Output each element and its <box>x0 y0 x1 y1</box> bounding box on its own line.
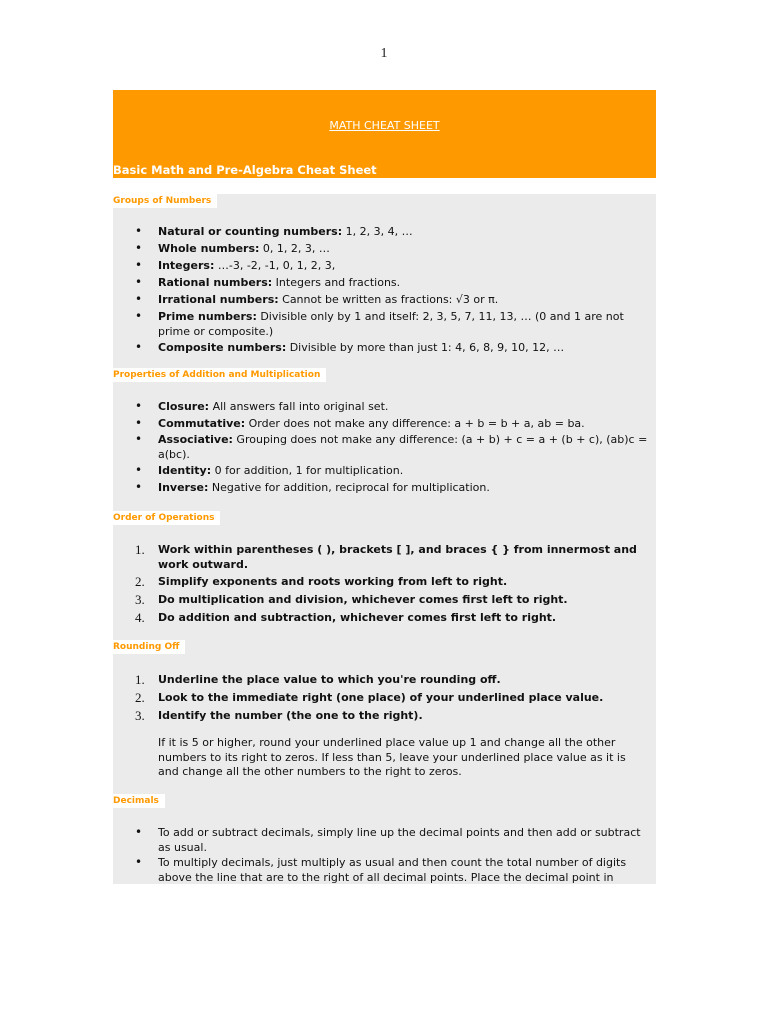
section-title-properties: Properties of Addition and Multiplication <box>113 368 326 382</box>
list-item: • Rational numbers: Integers and fractions. <box>113 275 656 290</box>
list-item: • To multiply decimals, just multiply as usual and then count the total number of digits above the line that are to the right of all decimal points. Place the decimal point in <box>113 855 656 885</box>
properties-list <box>113 399 656 495</box>
groups-list <box>113 224 656 355</box>
list-item: • Natural or counting numbers: 1, 2, 3, 4, … <box>113 224 656 239</box>
list-item: 1. Work within parentheses ( ), brackets [ ], and braces { } from innermost and work outward. <box>135 542 637 571</box>
list-item: • Irrational numbers: Cannot be written as fractions: √3 or π. <box>113 292 656 307</box>
list-item: • Composite numbers: Divisible by more than just 1: 4, 6, 8, 9, 10, 12, … <box>113 340 656 355</box>
list-item: 3. Identify the number (the one to the right). <box>135 708 423 723</box>
content-panel <box>113 194 656 884</box>
list-item: 2. Look to the immediate right (one place) of your underlined place value. <box>135 690 604 705</box>
page-number: 1 <box>380 46 388 61</box>
rounding-list <box>113 672 656 723</box>
list-item: • Whole numbers: 0, 1, 2, 3, … <box>113 241 656 256</box>
page-title: MATH CHEAT SHEET <box>329 119 440 132</box>
list-item: 4. Do addition and subtraction, whichever comes first left to right. <box>135 610 557 625</box>
decimals-list <box>113 825 656 885</box>
list-item: • Inverse: Negative for addition, reciprocal for multiplication. <box>113 480 656 495</box>
list-item: • To add or subtract decimals, simply line up the decimal points and then add or subtract as usual. <box>113 825 656 855</box>
list-item: 1. Underline the place value to which you're rounding off. <box>135 672 501 687</box>
order-list <box>113 542 656 625</box>
list-item: 3. Do multiplication and division, whichever comes first left to right. <box>135 592 568 607</box>
section-title-order: Order of Operations <box>113 511 220 525</box>
page-subtitle: Basic Math and Pre-Algebra Cheat Sheet <box>113 163 377 177</box>
section-title-rounding: Rounding Off <box>113 640 185 654</box>
list-item: • Integers: …-3, -2, -1, 0, 1, 2, 3, <box>113 258 656 273</box>
list-item: • Identity: 0 for addition, 1 for multiplication. <box>113 463 656 478</box>
list-item: • Prime numbers: Divisible only by 1 and itself: 2, 3, 5, 7, 11, 13, … (0 and 1 are not prime or composite.) <box>113 309 656 339</box>
list-item: • Commutative: Order does not make any difference: a + b = b + a, ab = ba. <box>113 416 656 431</box>
section-title-decimals: Decimals <box>113 794 165 808</box>
list-item: • Associative: Grouping does not make any difference: (a + b) + c = a + (b + c), (ab)c = a(bc). <box>113 432 656 462</box>
rounding-note: If it is 5 or higher, round your underlined place value up 1 and change all the other numbers to its right to zeros. If less than 5, leave your underlined place value as it is and change all the other numbers to the right to zeros. <box>158 736 626 778</box>
title-banner <box>113 90 656 178</box>
section-title-groups: Groups of Numbers <box>113 194 217 208</box>
list-item: • Closure: All answers fall into original set. <box>113 399 656 414</box>
list-item: 2. Simplify exponents and roots working from left to right. <box>135 574 508 589</box>
